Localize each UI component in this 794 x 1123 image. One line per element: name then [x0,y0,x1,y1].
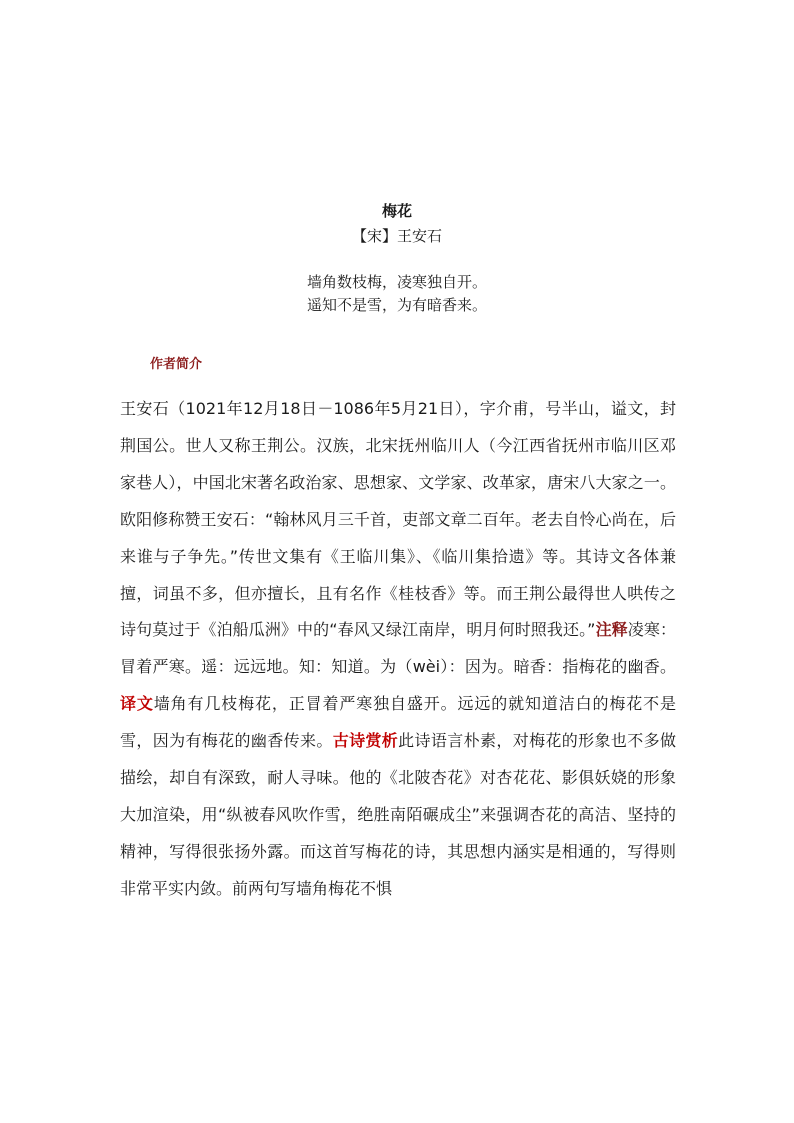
notes-label: 注释 [595,620,628,640]
author-intro-text: 王安石（1021年12月18日－1086年5月21日），字介甫，号半山，谥文，封荆国公。世人又称王荆公。汉族，北宋抚州临川人（今江西省抚州市临川区邓家巷人），中国北宋著名政治家、思想家、文学家、改革家，唐宋八大家之一。欧阳修称赞王安石：“翰林风月三千首，吏部文章二百年。老去自怜心尚在，后来谁与子争先。”传世文集有《王临川集》、《临川集拾遗》等。其诗文各体兼擅，词虽不多，但亦擅长，且有名作《桂枝香》等。而王荆公最得世人哄传之诗句莫过于《泊船瓜洲》中的“春风又绿江南岸，明月何时照我还。” [120,399,676,640]
poem-line-1: 墙角数枝梅，凌寒独自开。 [306,273,487,291]
poem-line-2: 遥知不是雪，为有暗香来。 [306,296,487,314]
translation-label: 译文 [120,694,154,714]
appreciation-text: 此诗语言朴素，对梅花的形象也不多做描绘，却自有深致，耐人寻味。他的《北陂杏花》对杏花花、影俱妖娆的形象大加渲染，用“纵被春风吹作雪，绝胜南陌碾成尘”来强调杏花的高洁、坚持的精神，写得很张扬外露。而这首写梅花的诗，其思想内涵实是相通的，写得则非常平实内敛。前两句写墙角梅花不惧 [120,731,676,898]
poem-author: 【宋】王安石 [351,227,442,245]
poem-title: 梅花 [381,202,412,220]
body-paragraph [120,391,676,908]
appreciation-label: 古诗赏析 [332,731,399,751]
author-intro-heading: 作者简介 [150,357,203,372]
translation-text: 墙角有几枝梅花，正冒着严寒独自盛开。远远的就知道洁白的梅花不是雪，因为有梅花的幽香传来。 [120,694,676,751]
notes-text: 凌寒：冒着严寒。遥：远远地。知：知道。为（wèi）：因为。暗香：指梅花的幽香。 [120,620,676,677]
